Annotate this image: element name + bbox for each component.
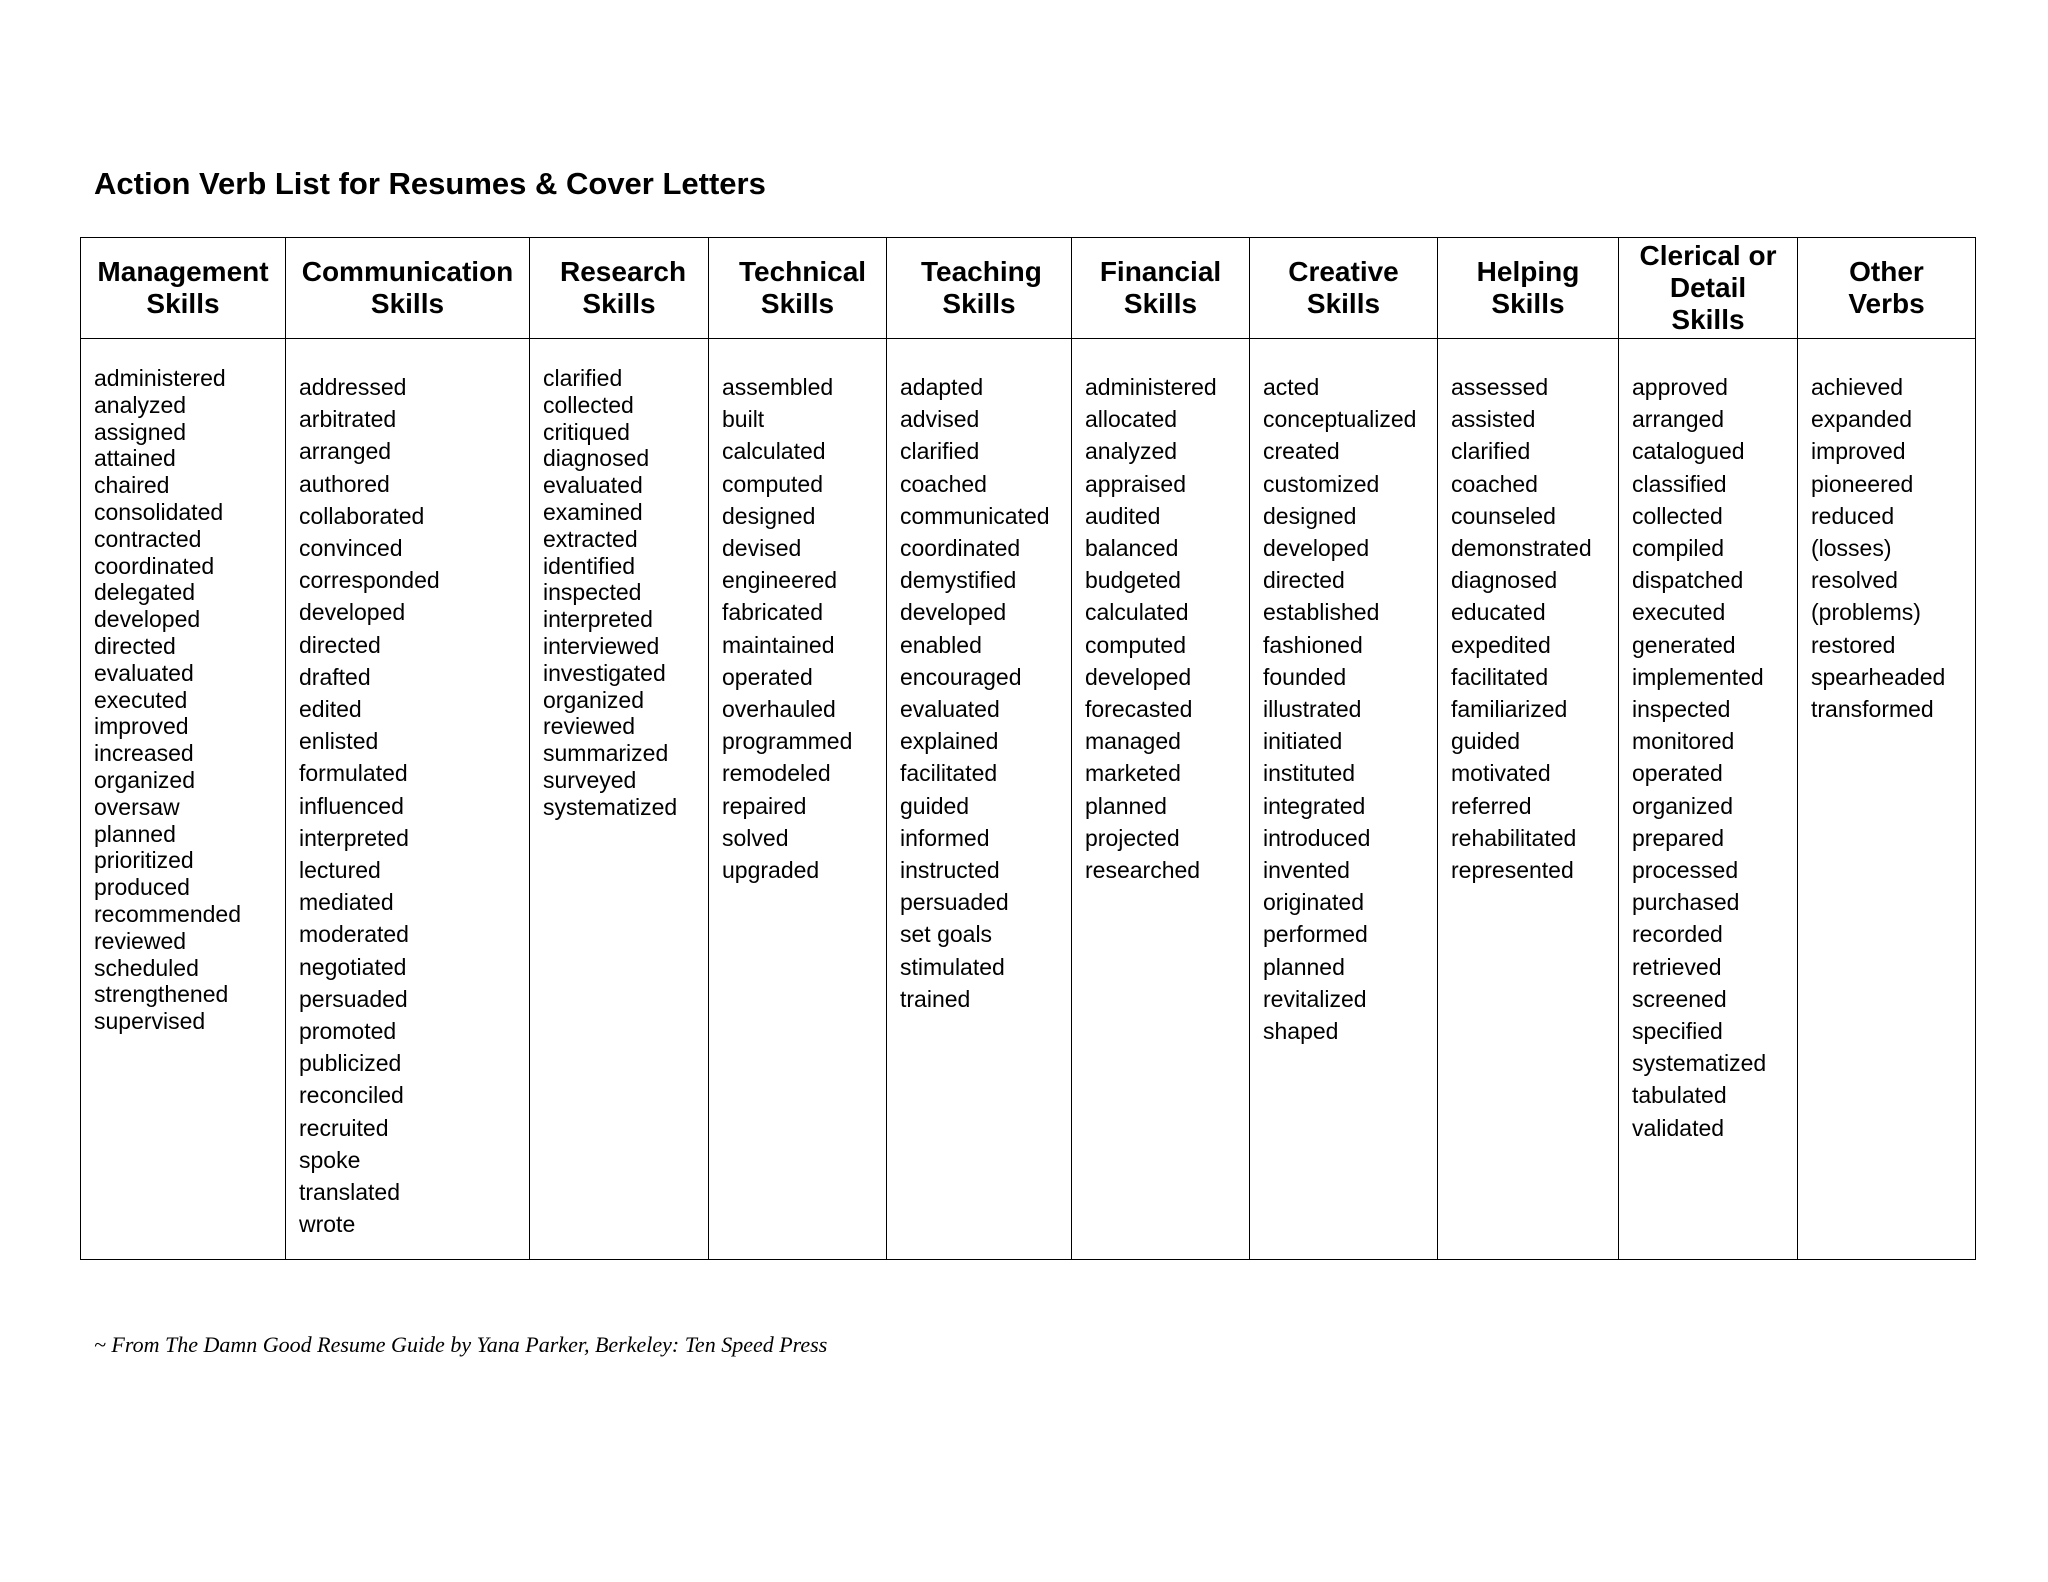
verb-item: (problems): [1811, 599, 1921, 626]
verb-item: enabled: [900, 631, 982, 658]
verb-item: collected: [1632, 502, 1723, 529]
verb-item: promoted: [299, 1018, 397, 1045]
verb-item: compiled: [1632, 535, 1725, 562]
verb-item: inspected: [1632, 696, 1731, 723]
verb-item: fabricated: [722, 599, 824, 626]
verb-item: maintained: [722, 631, 835, 658]
verb-item: budgeted: [1085, 567, 1181, 594]
verb-item: remodeled: [722, 760, 831, 787]
verb-item: assessed: [1451, 374, 1549, 400]
verb-item: operated: [1632, 760, 1723, 787]
verb-item: performed: [1263, 921, 1368, 948]
verb-item: trained: [900, 985, 971, 1012]
verb-item: built: [722, 406, 765, 433]
verb-cell-other: [1798, 339, 1976, 1260]
verb-item: adapted: [900, 374, 984, 400]
verb-item: arranged: [1632, 406, 1725, 433]
verb-list-other: [1811, 339, 1971, 725]
verb-item: calculated: [1085, 599, 1189, 626]
verb-item: approved: [1632, 374, 1728, 400]
verb-item: fashioned: [1263, 631, 1363, 658]
verb-list-research: [543, 339, 704, 821]
column-header-research: Research Skills: [530, 238, 709, 339]
verb-item: spoke: [299, 1146, 361, 1173]
verb-item: overhauled: [722, 696, 836, 723]
verb-item: scheduled: [94, 954, 199, 981]
verb-item: counseled: [1451, 502, 1556, 529]
verb-item: stimulated: [900, 953, 1005, 980]
column-header-management: Management Skills: [81, 238, 286, 339]
verb-item: spearheaded: [1811, 663, 1946, 690]
verb-item: operated: [722, 663, 813, 690]
verb-list-helping: [1451, 339, 1614, 886]
verb-item: programmed: [722, 728, 853, 755]
page-title: Action Verb List for Resumes & Cover Letters: [94, 166, 766, 201]
verb-item: addressed: [299, 374, 407, 400]
verb-item: instructed: [900, 857, 1000, 884]
verb-item: upgraded: [722, 857, 820, 884]
verb-list-communication: [299, 339, 525, 1240]
verb-item: facilitated: [1451, 663, 1549, 690]
verb-item: dispatched: [1632, 567, 1744, 594]
verb-item: inspected: [543, 579, 642, 606]
verb-item: assigned: [94, 418, 187, 445]
verb-item: influenced: [299, 792, 404, 819]
verb-item: balanced: [1085, 535, 1179, 562]
verb-item: recorded: [1632, 921, 1723, 948]
verb-item: interpreted: [543, 606, 653, 633]
verb-cell-technical: [709, 339, 887, 1260]
verb-item: demystified: [900, 567, 1017, 594]
verb-item: illustrated: [1263, 696, 1362, 723]
verb-item: executed: [1632, 599, 1726, 626]
verb-item: diagnosed: [1451, 567, 1558, 594]
verb-item: drafted: [299, 663, 371, 690]
verb-item: attained: [94, 445, 176, 472]
verb-item: set goals: [900, 921, 993, 948]
verb-item: designed: [1263, 502, 1357, 529]
verb-item: reconciled: [299, 1082, 404, 1109]
verb-cell-management: [81, 339, 286, 1260]
verb-item: forecasted: [1085, 696, 1193, 723]
verb-item: guided: [900, 792, 970, 819]
verb-cell-clerical: [1619, 339, 1798, 1260]
verb-item: investigated: [543, 659, 666, 686]
verb-item: recommended: [94, 900, 242, 927]
verb-item: revitalized: [1263, 985, 1367, 1012]
verb-item: developed: [94, 606, 201, 633]
verb-item: formulated: [299, 760, 408, 787]
header-row: [81, 238, 1976, 339]
verb-item: guided: [1451, 728, 1521, 755]
verb-item: encouraged: [900, 663, 1022, 690]
verb-item: advised: [900, 406, 980, 433]
verb-item: solved: [722, 824, 789, 851]
verb-item: examined: [543, 498, 643, 525]
verb-list-teaching: [900, 339, 1067, 1015]
verb-item: publicized: [299, 1050, 402, 1077]
verb-item: conceptualized: [1263, 406, 1417, 433]
column-header-technical: Technical Skills: [709, 238, 887, 339]
verb-item: educated: [1451, 599, 1546, 626]
verb-item: (losses): [1811, 535, 1892, 562]
verb-item: arranged: [299, 438, 392, 465]
verb-item: directed: [299, 631, 381, 658]
verb-item: chaired: [94, 472, 170, 499]
verb-item: shaped: [1263, 1018, 1339, 1045]
verb-item: surveyed: [543, 766, 637, 793]
verb-item: reduced: [1811, 502, 1895, 529]
verb-cell-helping: [1438, 339, 1619, 1260]
verb-item: coordinated: [900, 535, 1021, 562]
verb-item: strengthened: [94, 981, 229, 1008]
verb-item: devised: [722, 535, 802, 562]
verb-item: administered: [1085, 374, 1217, 400]
verb-item: authored: [299, 470, 390, 497]
verb-item: developed: [299, 599, 406, 626]
verb-item: organized: [94, 766, 196, 793]
verb-item: planned: [1085, 792, 1167, 819]
verb-item: tabulated: [1632, 1082, 1727, 1109]
verb-item: instituted: [1263, 760, 1356, 787]
verb-item: transformed: [1811, 696, 1934, 723]
verb-item: resolved: [1811, 567, 1898, 594]
verb-item: allocated: [1085, 406, 1178, 433]
verb-item: expanded: [1811, 406, 1913, 433]
verb-item: originated: [1263, 889, 1365, 916]
verb-item: clarified: [1451, 438, 1531, 465]
verb-item: designed: [722, 502, 816, 529]
verb-item: researched: [1085, 857, 1201, 884]
verb-item: expedited: [1451, 631, 1551, 658]
verb-item: repaired: [722, 792, 807, 819]
verb-item: coached: [900, 470, 987, 497]
verb-cell-communication: [286, 339, 530, 1260]
verb-item: organized: [1632, 792, 1734, 819]
verb-item: audited: [1085, 502, 1161, 529]
verb-item: processed: [1632, 857, 1739, 884]
verb-item: introduced: [1263, 824, 1371, 851]
verb-item: generated: [1632, 631, 1736, 658]
verb-item: organized: [543, 686, 645, 713]
verb-item: collected: [543, 391, 634, 418]
verb-item: pioneered: [1811, 470, 1914, 497]
verb-item: translated: [299, 1179, 401, 1206]
verb-item: catalogued: [1632, 438, 1745, 465]
verb-item: oversaw: [94, 793, 180, 820]
verb-item: clarified: [900, 438, 980, 465]
verb-item: recruited: [299, 1114, 389, 1141]
column-header-teaching: Teaching Skills: [887, 238, 1072, 339]
verb-item: achieved: [1811, 374, 1904, 400]
verb-list-financial: [1085, 339, 1245, 886]
verb-item: assembled: [722, 374, 834, 400]
verb-item: communicated: [900, 502, 1050, 529]
verb-item: familiarized: [1451, 696, 1568, 723]
verb-item: analyzed: [1085, 438, 1178, 465]
verb-item: explained: [900, 728, 999, 755]
verb-item: appraised: [1085, 470, 1187, 497]
verb-item: interviewed: [543, 632, 660, 659]
verb-item: directed: [94, 632, 176, 659]
verb-item: represented: [1451, 857, 1574, 884]
verb-item: acted: [1263, 374, 1320, 400]
verb-item: computed: [722, 470, 824, 497]
verbs-row: [81, 339, 1976, 1260]
verb-item: screened: [1632, 985, 1727, 1012]
verb-item: motivated: [1451, 760, 1551, 787]
verb-item: corresponded: [299, 567, 440, 594]
verb-item: computed: [1085, 631, 1187, 658]
verb-cell-teaching: [887, 339, 1072, 1260]
verb-item: contracted: [94, 525, 202, 552]
verb-list-creative: [1263, 339, 1433, 1047]
verb-item: specified: [1632, 1018, 1723, 1045]
column-header-creative: Creative Skills: [1250, 238, 1438, 339]
verb-item: systematized: [543, 793, 678, 820]
verb-item: systematized: [1632, 1050, 1767, 1077]
verb-item: planned: [94, 820, 176, 847]
verb-item: classified: [1632, 470, 1727, 497]
verb-item: reviewed: [94, 927, 187, 954]
verb-cell-creative: [1250, 339, 1438, 1260]
verb-item: evaluated: [900, 696, 1000, 723]
verb-item: managed: [1085, 728, 1181, 755]
verb-item: evaluated: [94, 659, 194, 686]
verb-item: critiqued: [543, 418, 630, 445]
column-header-other: Other Verbs: [1798, 238, 1976, 339]
verb-item: summarized: [543, 740, 669, 767]
verb-item: validated: [1632, 1114, 1725, 1141]
verb-item: retrieved: [1632, 953, 1722, 980]
verb-item: initiated: [1263, 728, 1343, 755]
verb-item: evaluated: [543, 472, 643, 499]
verb-item: marketed: [1085, 760, 1181, 787]
verb-list-technical: [722, 339, 882, 886]
verb-item: referred: [1451, 792, 1532, 819]
column-header-clerical: Clerical or Detail Skills: [1619, 238, 1798, 339]
verb-item: restored: [1811, 631, 1896, 658]
verb-item: analyzed: [94, 391, 187, 418]
verb-item: enlisted: [299, 728, 379, 755]
verb-item: demonstrated: [1451, 535, 1592, 562]
verb-item: engineered: [722, 567, 838, 594]
verb-item: developed: [1263, 535, 1370, 562]
verb-item: informed: [900, 824, 990, 851]
verb-item: monitored: [1632, 728, 1735, 755]
verb-item: purchased: [1632, 889, 1740, 916]
verb-item: mediated: [299, 889, 394, 916]
verb-item: improved: [1811, 438, 1906, 465]
verb-item: directed: [1263, 567, 1345, 594]
verb-item: reviewed: [543, 713, 636, 740]
verb-item: arbitrated: [299, 406, 397, 433]
source-citation: ~ From The Damn Good Resume Guide by Yana Parker, Berkeley: Ten Speed Press: [94, 1332, 828, 1357]
verb-item: edited: [299, 696, 362, 723]
verb-item: clarified: [543, 365, 623, 391]
verb-item: prepared: [1632, 824, 1725, 851]
verb-item: customized: [1263, 470, 1380, 497]
verb-item: extracted: [543, 525, 638, 552]
verb-cell-research: [530, 339, 709, 1260]
verb-item: invented: [1263, 857, 1350, 884]
verb-item: assisted: [1451, 406, 1536, 433]
verb-list-clerical: [1632, 339, 1793, 1144]
action-verb-table: [80, 237, 1976, 1260]
verb-item: coached: [1451, 470, 1538, 497]
verb-item: coordinated: [94, 552, 215, 579]
verb-item: persuaded: [900, 889, 1009, 916]
verb-item: lectured: [299, 857, 381, 884]
verb-item: prioritized: [94, 847, 194, 874]
verb-item: wrote: [299, 1211, 356, 1238]
verb-item: implemented: [1632, 663, 1764, 690]
verb-item: convinced: [299, 535, 403, 562]
verb-item: facilitated: [900, 760, 998, 787]
verb-item: consolidated: [94, 498, 224, 525]
verb-item: developed: [1085, 663, 1192, 690]
verb-item: planned: [1263, 953, 1345, 980]
verb-item: delegated: [94, 579, 196, 606]
verb-item: identified: [543, 552, 636, 579]
verb-item: calculated: [722, 438, 826, 465]
verb-item: projected: [1085, 824, 1180, 851]
verb-item: established: [1263, 599, 1380, 626]
verb-item: created: [1263, 438, 1340, 465]
column-header-helping: Helping Skills: [1438, 238, 1619, 339]
verb-item: rehabilitated: [1451, 824, 1577, 851]
verb-item: integrated: [1263, 792, 1366, 819]
verb-item: moderated: [299, 921, 409, 948]
verb-item: improved: [94, 713, 189, 740]
verb-item: supervised: [94, 1008, 206, 1035]
verb-list-management: [94, 339, 281, 1035]
verb-item: executed: [94, 686, 188, 713]
column-header-communication: Communication Skills: [286, 238, 530, 339]
verb-cell-financial: [1072, 339, 1250, 1260]
verb-item: negotiated: [299, 953, 407, 980]
verb-item: developed: [900, 599, 1007, 626]
verb-item: persuaded: [299, 985, 408, 1012]
verb-item: administered: [94, 365, 226, 391]
column-header-financial: Financial Skills: [1072, 238, 1250, 339]
verb-item: increased: [94, 740, 194, 767]
verb-item: founded: [1263, 663, 1347, 690]
verb-item: collaborated: [299, 502, 425, 529]
verb-item: produced: [94, 874, 190, 901]
verb-item: interpreted: [299, 824, 409, 851]
verb-item: diagnosed: [543, 445, 650, 472]
